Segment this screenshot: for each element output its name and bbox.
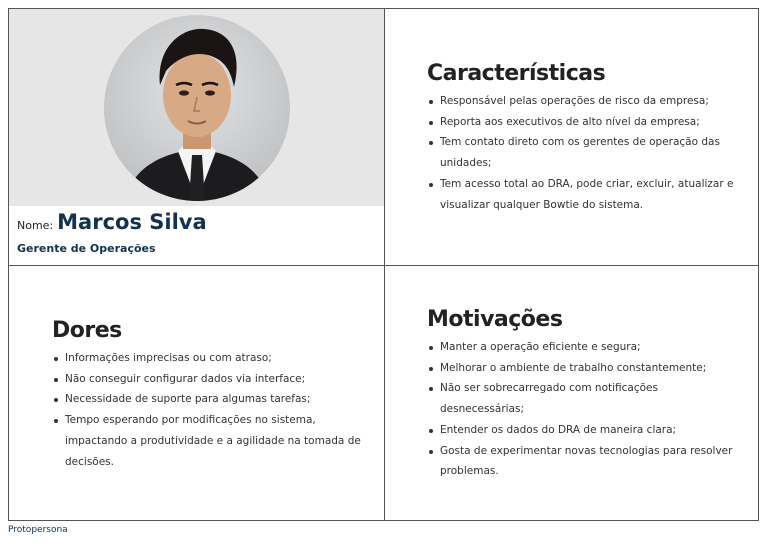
list-item: Informações imprecisas ou com atraso; [54, 348, 374, 369]
footer-label: Protopersona [8, 525, 68, 535]
profile-photo-area [9, 9, 384, 206]
horizontal-divider [9, 265, 758, 266]
list-item-continuation: desnecessárias; [440, 403, 524, 416]
list-item: Entender os dados do DRA de maneira clara; [429, 420, 749, 441]
list-item: Necessidade de suporte para algumas tarefas; [54, 389, 374, 410]
motivacoes-list [429, 337, 749, 482]
list-item: Melhorar o ambiente de trabalho constantemente; [429, 358, 749, 379]
caracteristicas-list [429, 91, 749, 215]
list-item-continuation: decisões. [65, 455, 114, 468]
persona-grid [8, 8, 759, 521]
list-item: Não ser sobrecarregado com notificações [429, 378, 749, 399]
list-item: Gosta de experimentar novas tecnologias para resolver [429, 441, 749, 462]
list-item: Manter a operação eficiente e segura; [429, 337, 749, 358]
dores-title: Dores [52, 318, 122, 343]
list-item-continuation: visualizar qualquer Bowtie do sistema. [440, 198, 644, 211]
person-portrait-icon [104, 15, 290, 201]
motivacoes-title: Motivações [427, 307, 563, 332]
list-item: Tem contato direto com os gerentes de operação das [429, 132, 749, 153]
dores-list [54, 348, 374, 472]
list-item-continuation: problemas. [440, 465, 499, 478]
person-role: Gerente de Operações [17, 242, 156, 255]
person-name: Marcos Silva [57, 210, 207, 234]
name-label: Nome: [17, 219, 54, 232]
list-item: Tempo esperando por modificações no sistema, [54, 410, 374, 431]
name-row [17, 210, 207, 234]
list-item: Não conseguir configurar dados via interface; [54, 369, 374, 390]
caracteristicas-title: Características [427, 61, 606, 86]
list-item: Tem acesso total ao DRA, pode criar, excluir, atualizar e [429, 174, 749, 195]
list-item-continuation: impactando a produtividade e a agilidade na tomada de [65, 434, 361, 447]
list-item: Responsável pelas operações de risco da empresa; [429, 91, 749, 112]
list-item: Reporta aos executivos de alto nível da empresa; [429, 112, 749, 133]
list-item-continuation: unidades; [440, 157, 492, 170]
